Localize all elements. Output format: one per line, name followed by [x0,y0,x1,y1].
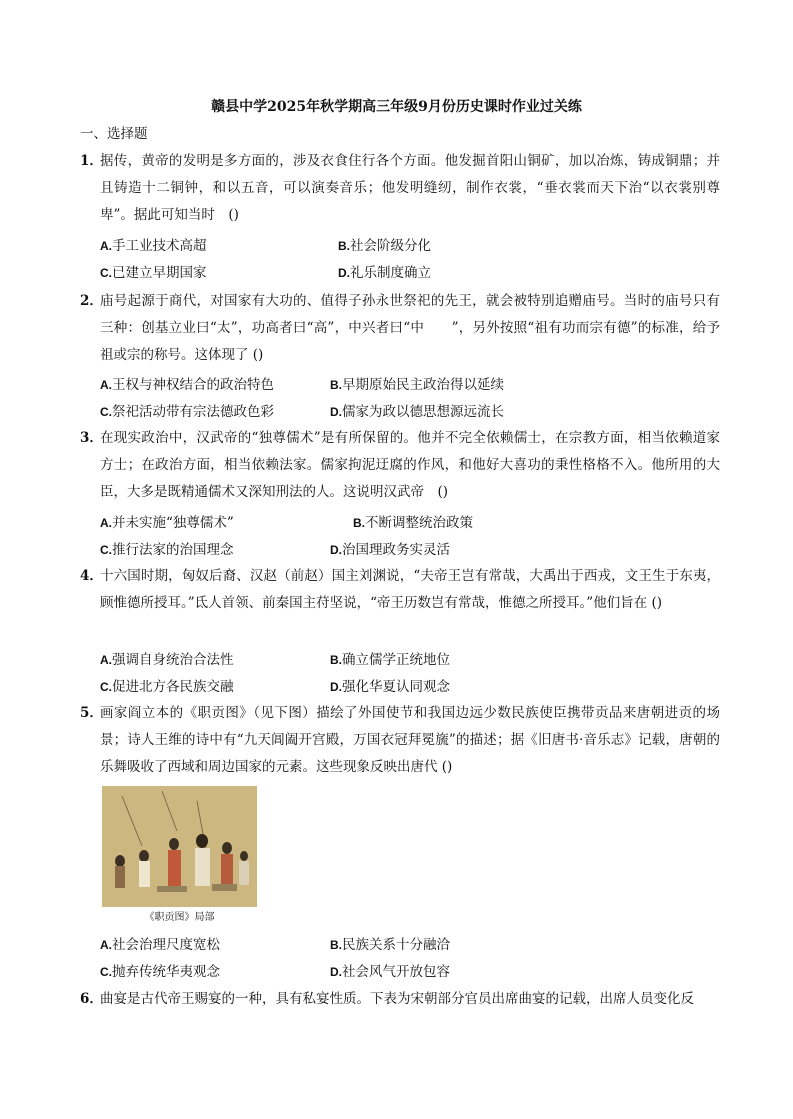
option-a: A.王权与神权结合的政治特色 [100,377,274,393]
zhigongtu-illustration [102,786,257,907]
question-2 [80,288,720,369]
option-d: D.礼乐制度确立 [338,265,431,281]
option-b: B.不断调整统治政策 [353,515,473,531]
option-c: C.抛弃传统华夷观念 [100,964,220,980]
option-d: D.治国理政务实灵活 [330,542,450,558]
question-stem: 十六国时期，匈奴后裔、汉赵（前赵）国主刘渊说，“夫帝王岂有常哉，大禹出于西戎，文王生于东夷，顾惟德所授耳。”氐人首领、前秦国主苻坚说，“帝王历数岂有常哉，惟德之所授耳。”他们旨在 () [100,568,720,611]
question-stem: 据传，黄帝的发明是多方面的，涉及衣食住行各个方面。他发掘首阳山铜矿，加以冶炼，铸成铜鼎；并且铸造十二铜钟，和以五音，可以演奏音乐；他发明缝纫，制作衣裳，“垂衣裳而天下治“以衣裳别尊卑”。据此可知当时 () [100,153,720,223]
option-c: C.祭祀活动带有宗法德政色彩 [100,404,274,420]
question-number: 6． [80,991,103,1007]
question-3 [80,425,720,506]
option-b: B.民族关系十分融洽 [330,937,450,953]
question-stem: 画家阎立本的《职贡图》（见下图）描绘了外国使节和我国边远少数民族使臣携带贡品来唐朝进贡的场景；诗人王维的诗中有“九天阊阖开宫殿，万国衣冠拜冕旒”的描述；据《旧唐书·音乐志》记载，唐朝的乐舞吸收了西域和周边国家的元素。这些现象反映出唐代 () [100,705,720,775]
question-number: 5． [80,705,103,721]
image-caption: 《职贡图》局部 [144,912,215,923]
option-c: C.已建立早期国家 [100,265,207,281]
question-4 [80,563,720,617]
option-a: A.社会治理尺度宽松 [100,937,220,953]
section-heading: 一、选择题 [80,126,148,142]
question-number: 4． [80,568,103,584]
question-1 [80,148,720,229]
option-a: A.并未实施“独尊儒术” [100,515,234,531]
option-c: C.促进北方各民族交融 [100,679,234,695]
question-number: 3． [80,430,103,446]
option-a: A.手工业技术高超 [100,238,207,254]
option-d: D.社会风气开放包容 [330,964,450,980]
option-b: B.早期原始民主政治得以延续 [330,377,504,393]
question-stem: 曲宴是古代帝王赐宴的一种，具有私宴性质。下表为宋朝部分官员出席曲宴的记载，出席人员变化反 [100,991,694,1007]
option-b: B.社会阶级分化 [338,238,431,254]
question-5 [80,700,720,781]
page-title: 赣县中学2025年秋学期高三年级9月份历史课时作业过关练 [211,99,582,115]
option-c: C.推行法家的治国理念 [100,542,234,558]
question-number: 1． [80,153,103,169]
question-stem: 在现实政治中，汉武帝的“独尊儒术”是有所保留的。他并不完全依赖儒士，在宗教方面，相当依赖道家方士；在政治方面，相当依赖法家。儒家拘泥迂腐的作风，和他好大喜功的秉性格格不入。他所用的大臣，大多是既精通儒术又深知刑法的人。这说明汉武帝 () [100,430,720,500]
option-a: A.强调自身统治合法性 [100,652,234,668]
option-d: D.强化华夏认同观念 [330,679,450,695]
painting-image [102,786,257,907]
option-b: B.确立儒学正统地位 [330,652,450,668]
option-d: D.儒家为政以德思想源远流长 [330,404,504,420]
question-6 [80,986,720,1013]
question-number: 2． [80,293,103,309]
question-stem: 庙号起源于商代，对国家有大功的、值得子孙永世祭祀的先王，就会被特别追赠庙号。当时的庙号只有三种：创基立业曰“太”，功高者曰“高”，中兴者曰“中 ”，另外按照“祖有功而宗有德”的标准，给予祖或宗的称号。这体现了 () [100,293,720,363]
